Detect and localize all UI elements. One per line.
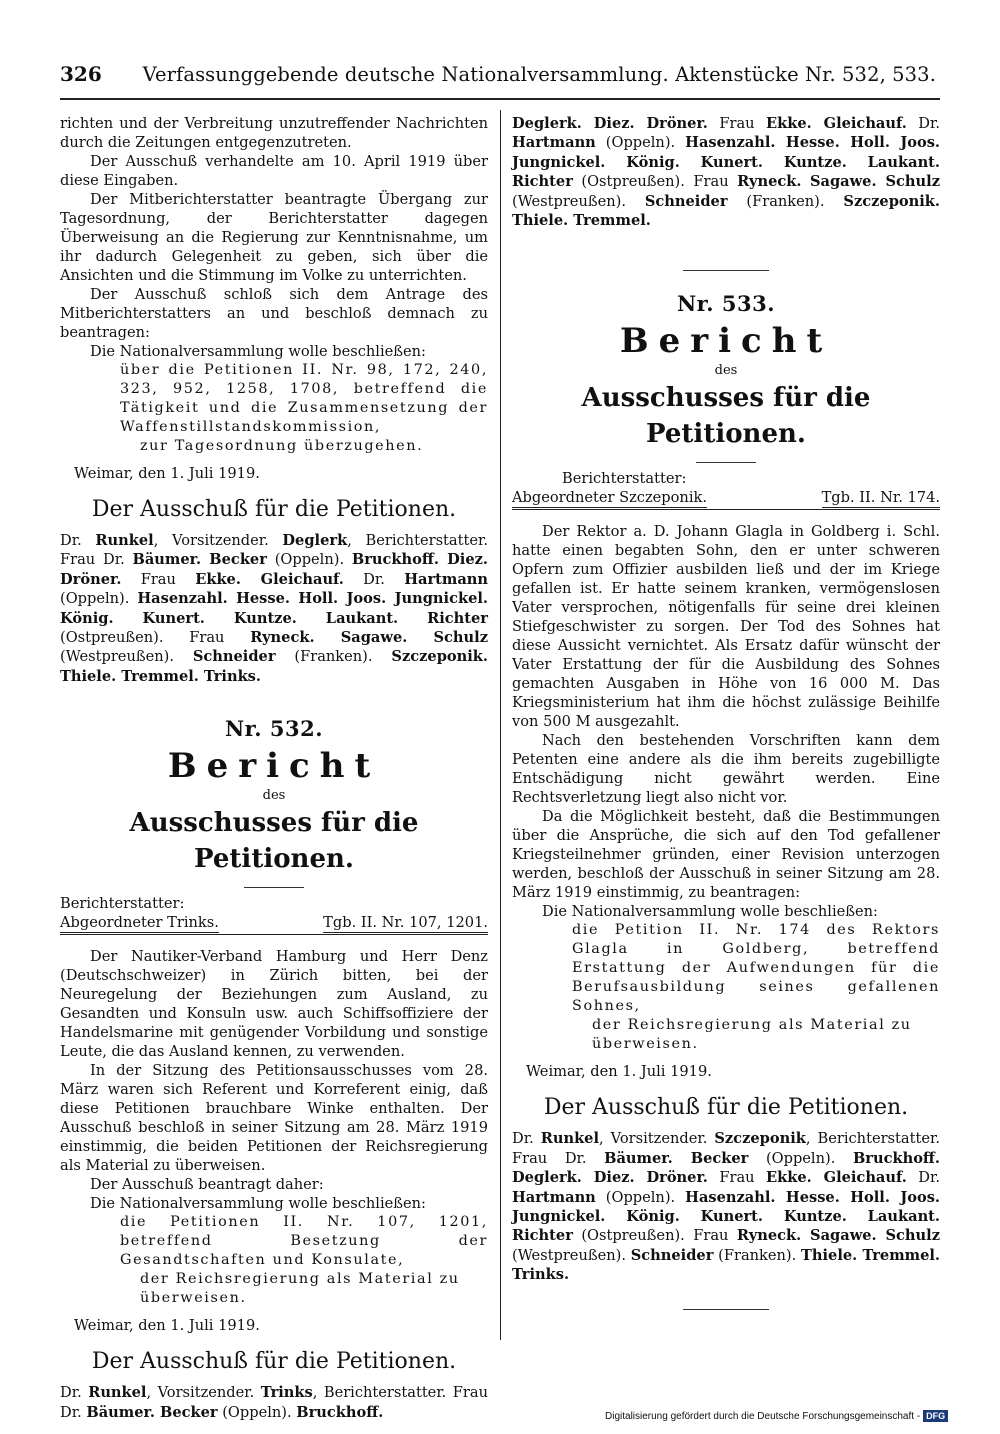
- report-subheading: des: [262, 788, 286, 804]
- report-subheading: des: [714, 363, 738, 379]
- date-line: Weimar, den 1. Juli 1919.: [74, 465, 260, 482]
- reporter-label: Berichterstatter:: [60, 895, 185, 913]
- dfg-logo: DFG: [923, 1410, 948, 1422]
- member-text: (Ostpreußen). Frau: [60, 629, 251, 647]
- resolution-intro: Die Nationalversammlung wolle beschließen:: [90, 343, 426, 360]
- digitization-footer: [605, 1410, 948, 1422]
- member-text: Dr.: [906, 115, 941, 132]
- member-text: (Westpreußen).: [512, 192, 645, 210]
- member-name: Bäumer. Becker: [86, 1403, 218, 1421]
- header-rule: [60, 98, 940, 100]
- member-text: (Oppeln).: [748, 1149, 853, 1167]
- reporter-name: Abgeordneter Trinks.: [60, 914, 219, 932]
- member-name: Bruckhoff. Diez. Dröner.: [60, 551, 488, 588]
- paragraph: Nach den bestehenden Vorschriften kann dem Petenten eine andere als die ihm bereits zugebilligte Entschädigung nicht gewährt werden. Eine Rechtsverletzung liegt also nicht vor.: [512, 732, 940, 807]
- page-number: 326: [60, 62, 102, 86]
- divider: [683, 270, 769, 271]
- divider: [244, 887, 304, 888]
- member-text: Dr.: [60, 1384, 89, 1402]
- petition-action: zur Tagesordnung überzugehen.: [140, 438, 424, 454]
- member-name: Schneider: [192, 648, 276, 666]
- member-name: Bruckhoff. Deglerk. Diez. Dröner.: [512, 1149, 940, 1187]
- paragraph: Der Ausschuß beantragt daher:: [90, 1176, 324, 1194]
- date-line: Weimar, den 1. Juli 1919.: [526, 1063, 712, 1081]
- member-name: Deglerk. Diez. Dröner.: [512, 115, 708, 132]
- paragraph: In der Sitzung des Petitionsausschusses vom 28. März waren sich Referent und Korreferent einig, daß diese Petitionen brauchbare Winke enthalten. Der Ausschuß beschloß in seiner Sitzung am 28. März 1919 einstimmig, die beiden Petitionen der Reichsregierung als Material zu überweisen.: [60, 1062, 488, 1175]
- member-text: , Berichterstatter. Frau Dr.: [60, 1384, 488, 1421]
- member-text: Dr.: [60, 532, 96, 549]
- reporter-label: Berichterstatter:: [562, 470, 687, 488]
- member-name: Hasenzahl. Hesse. Holl. Joos. Jungnickel. König. Kunert. Kuntze. Laukant. Richter: [60, 590, 488, 627]
- column-divider: [500, 110, 501, 1340]
- resolution-intro: Die Nationalversammlung wolle beschließen:: [90, 1195, 426, 1213]
- member-name: Ryneck. Sagawe. Schulz: [736, 1227, 940, 1245]
- member-text: , Vorsitzender.: [153, 532, 283, 549]
- member-text: (Oppeln).: [595, 1188, 686, 1206]
- member-name: Hartmann: [404, 570, 488, 588]
- reporter-name: Abgeordneter Szczeponik.: [512, 489, 707, 507]
- committee-title: Der Ausschuß für die Petitionen.: [91, 1349, 457, 1375]
- member-text: Frau: [707, 1169, 766, 1187]
- member-name: Bäumer. Becker: [132, 551, 267, 569]
- reporter-line: [60, 913, 488, 935]
- report-heading: Bericht: [167, 746, 381, 787]
- member-name: Szczeponik. Thiele. Tremmel.: [512, 192, 940, 230]
- paragraph: Der Nautiker-Verband Hamburg und Herr Denz (Deutschschweizer) in Zürich bitten, bei der Neuregelung der Beziehungen zum Ausland, zu Gesandten und Konsuln usw. auch Schiffsoffiziere der Handelsmarine mit genügender Vorbildung und sonstige Leute, die das Ausland kennen, zu verwenden.: [60, 948, 488, 1061]
- member-name: Hartmann: [512, 1188, 596, 1206]
- paragraph: Da die Möglichkeit besteht, daß die Bestimmungen über die Ansprüche, die sich auf den Tod gefallener Kriegsteilnehmer gründen, einer Revision unterzogen werden, beschloß der Ausschuß in seiner Sitzung am 28. März 1919 einstimmig, zu beantragen:: [512, 808, 940, 902]
- member-text: Frau: [707, 115, 766, 132]
- member-text: (Oppeln).: [266, 551, 352, 569]
- right-column: [512, 114, 940, 1324]
- member-text: (Westpreußen).: [512, 1246, 631, 1264]
- committee-heading: Ausschusses für die Petitionen.: [129, 808, 419, 875]
- reporter-line: [512, 488, 940, 510]
- resolution-intro: Die Nationalversammlung wolle beschließen:: [542, 903, 878, 921]
- member-text: Frau: [121, 570, 196, 588]
- member-name: Schneider: [630, 1246, 714, 1264]
- reporter-reference: Tgb. II. Nr. 107, 1201.: [323, 914, 488, 932]
- member-name: Bruckhoff.: [296, 1403, 384, 1421]
- petition-list: die Petitionen II. Nr. 107, 1201, betreffend Besetzung der Gesandtschaften und Konsulate,: [120, 1214, 488, 1269]
- member-name: Szczeponik. Thiele. Tremmel. Trinks.: [60, 648, 488, 685]
- member-text: , Vorsitzender.: [599, 1130, 715, 1148]
- petition-action: der Reichsregierung als Material zu überweisen.: [592, 1017, 912, 1053]
- member-name: Schneider: [644, 192, 728, 210]
- member-text: , Vorsitzender.: [146, 1384, 261, 1402]
- member-name: Deglerk: [282, 532, 348, 549]
- committee-title: Der Ausschuß für die Petitionen.: [543, 1095, 909, 1121]
- member-text: Dr.: [343, 570, 405, 588]
- member-name: Hartmann: [512, 134, 596, 152]
- member-name: Szczeponik: [714, 1130, 806, 1148]
- member-name: Ryneck. Sagawe. Schulz: [250, 629, 488, 647]
- petition-action: der Reichsregierung als Material zu überweisen.: [140, 1271, 460, 1307]
- member-name: Sagawe. Schulz: [809, 173, 940, 191]
- report-heading: Bericht: [619, 321, 833, 362]
- committee-members: [60, 1383, 488, 1422]
- member-text: (Oppeln).: [595, 134, 686, 152]
- member-name: Runkel: [95, 532, 154, 549]
- member-name: Hasenzahl. Hesse. Holl. Joos. Jungnickel. König. Kunert. Kuntze. Laukant. Richter: [512, 1188, 941, 1245]
- divider: [683, 1309, 769, 1310]
- member-name: Bäumer. Becker: [604, 1149, 749, 1167]
- member-name: Ryneck.: [737, 173, 802, 191]
- member-text: Dr.: [512, 1130, 541, 1148]
- member-text: , Berichterstatter. Frau Dr.: [512, 1130, 940, 1167]
- document-number: Nr. 533.: [676, 291, 776, 317]
- member-text: (Ostpreußen). Frau: [572, 173, 738, 191]
- paragraph: Der Ausschuß verhandelte am 10. April 1919 über diese Eingaben.: [60, 153, 488, 189]
- committee-title: Der Ausschuß für die Petitionen.: [91, 497, 457, 522]
- date-line: Weimar, den 1. Juli 1919.: [74, 1317, 260, 1335]
- petition-list: die Petition II. Nr. 174 des Rektors Glagla in Goldberg, betreffend Erstattung der Aufwendungen für die Berufsausbildung seines gefallenen Sohnes,: [572, 922, 940, 1015]
- member-text: (Oppeln).: [60, 590, 138, 608]
- member-name: Runkel: [540, 1130, 600, 1148]
- member-text: Dr.: [906, 1169, 941, 1187]
- document-number: Nr. 532.: [224, 716, 324, 742]
- member-text: , Berichterstatter. Frau Dr.: [60, 532, 488, 569]
- paragraph: Der Ausschuß schloß sich dem Antrage des Mitberichterstatters an und beschloß demnach zu beantragen:: [60, 286, 488, 341]
- committee-members: [512, 114, 940, 230]
- member-name: Ekke. Gleichauf.: [766, 115, 907, 132]
- member-text: (Franken).: [713, 1246, 802, 1264]
- committee-members: [60, 531, 488, 686]
- member-text: (Oppeln).: [217, 1403, 297, 1421]
- running-title: Verfassunggebende deutsche Nationalversammlung. Aktenstücke Nr. 532, 533.: [142, 63, 936, 86]
- member-text: (Westpreußen).: [60, 648, 193, 666]
- member-text: (Franken).: [275, 648, 392, 666]
- divider: [696, 462, 756, 463]
- member-name: Ekke. Gleichauf.: [195, 570, 344, 588]
- petition-list: über die Petitionen II. Nr. 98, 172, 240, 323, 952, 1258, 1708, betreffend die Tätigkeit und die Zusammensetzung der Waffenstillstandskommission,: [120, 362, 488, 435]
- footer-text: Digitalisierung gefördert durch die Deutsche Forschungsgemeinschaft -: [605, 1410, 921, 1422]
- committee-heading: Ausschusses für die Petitionen.: [581, 383, 871, 450]
- member-text: (Franken).: [727, 192, 844, 210]
- reporter-reference: Tgb. II. Nr. 174.: [821, 489, 940, 507]
- left-column: [60, 114, 488, 1422]
- member-text: (Ostpreußen). Frau: [572, 1227, 737, 1245]
- paragraph: richten und der Verbreitung unzutreffender Nachrichten durch die Zeitungen entgegenzutreten.: [60, 115, 488, 151]
- member-name: Hasenzahl. Hesse. Holl. Joos. Jungnickel. König. Kunert. Kuntze. Laukant. Richter: [512, 134, 941, 191]
- member-text: [801, 173, 810, 190]
- committee-members: [512, 1129, 940, 1284]
- paragraph: Der Mitberichterstatter beantragte Übergang zur Tagesordnung, der Berichterstatter dagegen Überweisung an die Regierung zur Kenntnisnahme, um ihr dadurch Gelegenheit zu geben, sich über die Ansichten und die Stimmung im Volke zu unterrichten.: [60, 191, 488, 284]
- page-header: [60, 62, 936, 94]
- paragraph: Der Rektor a. D. Johann Glagla in Goldberg i. Schl. hatte einen begabten Sohn, den er unter schweren Opfern zum Offizier ausbilden ließ und der im Kriege gefallen ist. Er hatte seinem kranken, vermögenslosen Vater versprochen, nötigenfalls für seine drei kleinen Stiefgeschwister zu sorgen. Der Tod des Sohnes hat diese Aussicht vernichtet. Als Ersatz dafür wünscht der Vater Erstattung der für die Ausbildung des Sohnes gemachten Ausgaben in Höhe von 16 000 M. Das Kriegsministerium hat ihm die höchst zulässige Beihilfe von 500 M ausgezahlt.: [512, 523, 940, 731]
- member-name: Trinks: [260, 1384, 313, 1402]
- member-name: Ekke. Gleichauf.: [766, 1169, 907, 1187]
- member-name: Thiele. Tremmel. Trinks.: [512, 1246, 941, 1284]
- member-name: Runkel: [88, 1384, 147, 1402]
